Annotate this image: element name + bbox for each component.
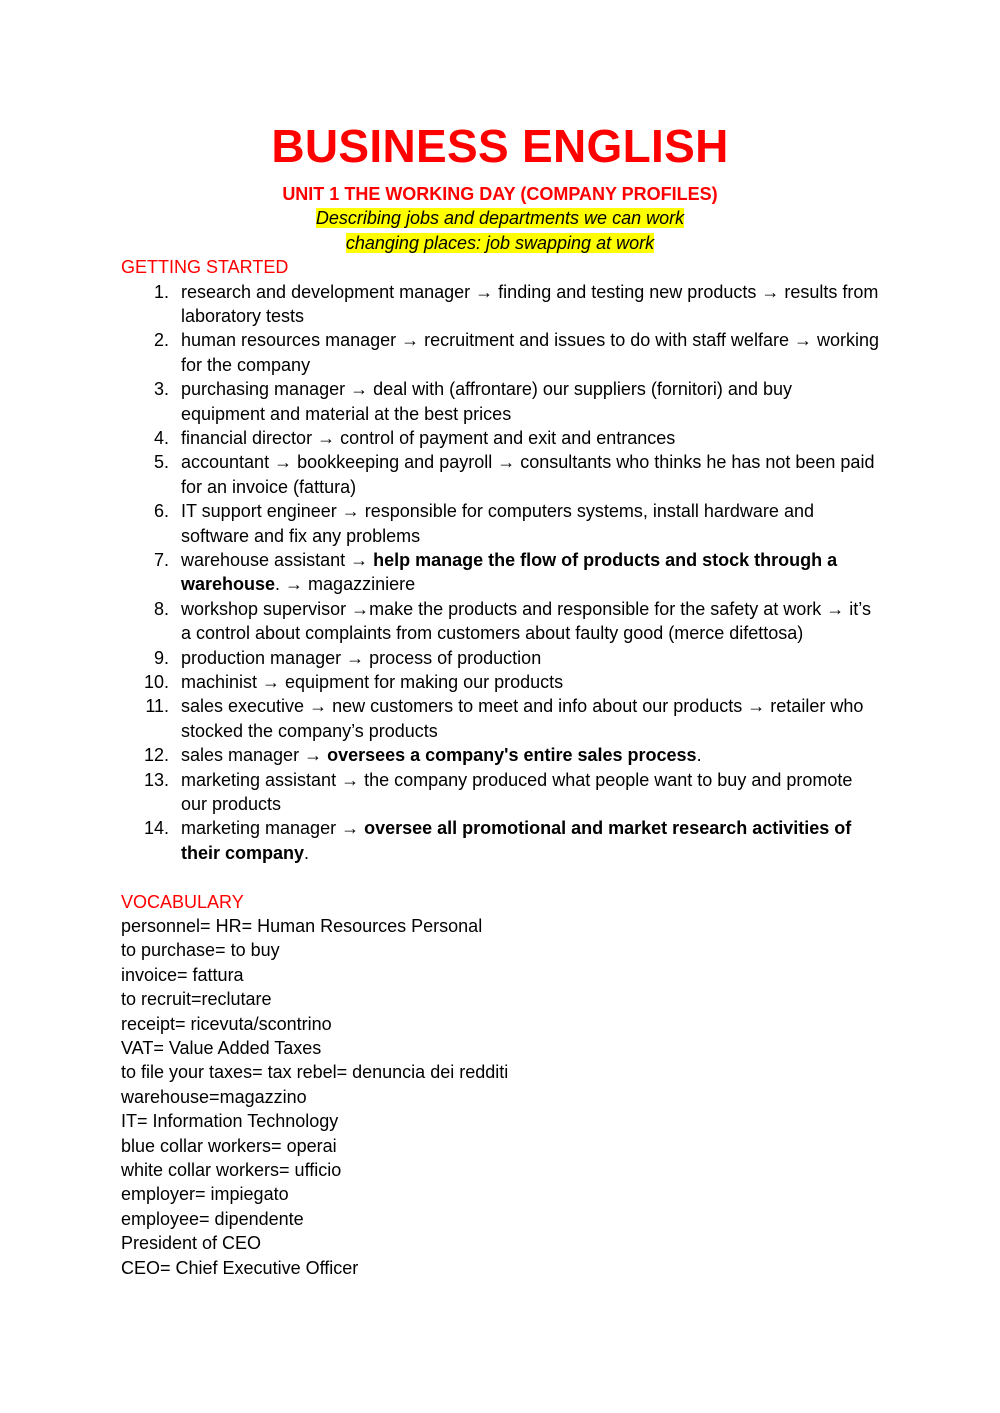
list-item bbox=[121, 768, 881, 817]
highlighted-line-1 bbox=[0, 206, 1000, 230]
vocabulary-heading: VOCABULARY bbox=[121, 892, 244, 912]
list-number: 10. bbox=[143, 672, 169, 692]
list-item bbox=[121, 597, 881, 646]
vocabulary-item: VAT= Value Added Taxes bbox=[121, 1038, 322, 1059]
list-number: 12. bbox=[143, 745, 169, 766]
highlighted-text: Describing jobs and departments we can work bbox=[315, 208, 685, 228]
list-item bbox=[121, 670, 881, 694]
list-number: 4. bbox=[153, 427, 169, 448]
list-item-text: marketing manager → bbox=[181, 818, 365, 839]
vocabulary-item: to recruit=reclutare bbox=[121, 989, 272, 1010]
list-number: 9. bbox=[153, 647, 169, 668]
list-number: 11. bbox=[145, 696, 169, 717]
list-item-bold-text: help manage the flow of products and stock through a warehouse bbox=[181, 549, 838, 595]
list-item bbox=[121, 548, 881, 597]
list-item-bold-text: oversees a company's entire sales process bbox=[327, 745, 697, 766]
highlighted-text: changing places: job swapping at work bbox=[345, 233, 655, 253]
vocabulary-item: white collar workers= ufficio bbox=[121, 1160, 342, 1181]
list-item-bold-text: oversee all promotional and market research activities of their company bbox=[181, 818, 852, 863]
list-item-text: IT support engineer → responsible for computers systems, install hardware and software and fix any problems bbox=[181, 501, 814, 546]
list-item bbox=[121, 816, 881, 865]
list-item bbox=[121, 646, 881, 670]
highlighted-line-2 bbox=[0, 231, 1000, 255]
unit-subtitle: UNIT 1 THE WORKING DAY (COMPANY PROFILES) bbox=[282, 184, 718, 204]
list-item bbox=[121, 280, 881, 329]
vocabulary-item: IT= Information Technology bbox=[121, 1111, 339, 1132]
job-list bbox=[121, 280, 881, 866]
list-item-text: sales manager → bbox=[181, 745, 328, 766]
list-number: 13. bbox=[143, 769, 169, 790]
list-item-text: accountant → bookkeeping and payroll → consultants who thinks he has not been paid for an invoice (fattura) bbox=[181, 452, 875, 497]
list-number: 3. bbox=[153, 379, 169, 400]
list-item-text: sales executive → new customers to meet and info about our products → retailer who stocked the company’s products bbox=[181, 696, 864, 741]
list-item-text-after: . bbox=[696, 745, 702, 766]
list-item bbox=[121, 328, 881, 377]
list-item-text: research and development manager → finding and testing new products → results from laboratory tests bbox=[181, 281, 879, 326]
vocabulary-item: blue collar workers= operai bbox=[121, 1135, 337, 1156]
list-item-text: machinist → equipment for making our products bbox=[181, 672, 564, 692]
vocabulary-item: President of CEO bbox=[121, 1233, 262, 1254]
vocabulary-item: personnel= HR= Human Resources Personal bbox=[121, 916, 483, 936]
vocabulary-item: CEO= Chief Executive Officer bbox=[121, 1257, 359, 1278]
list-item-text-after: . → magazziniere bbox=[275, 574, 416, 595]
list-item-text: human resources manager → recruitment and issues to do with staff welfare → working for the company bbox=[181, 330, 879, 375]
list-item bbox=[121, 499, 881, 548]
list-number: 1. bbox=[153, 281, 169, 302]
getting-started-heading: GETTING STARTED bbox=[121, 257, 289, 277]
list-number: 7. bbox=[153, 549, 169, 570]
list-number: 8. bbox=[153, 598, 169, 619]
list-item-text: workshop supervisor →make the products and responsible for the safety at work → it’s a control about complaints from customers about faulty good (merce difettosa) bbox=[181, 598, 871, 644]
list-item bbox=[121, 426, 881, 450]
list-item-text: warehouse assistant → bbox=[181, 549, 374, 570]
list-item-text-after: . bbox=[304, 842, 310, 863]
list-item bbox=[121, 743, 881, 767]
vocabulary-item: receipt= ricevuta/scontrino bbox=[121, 1013, 332, 1034]
list-item-text: purchasing manager → deal with (affrontare) our suppliers (fornitori) and buy equipment and material at the best prices bbox=[181, 379, 792, 424]
vocabulary-item: employee= dipendente bbox=[121, 1208, 304, 1229]
list-number: 6. bbox=[153, 501, 169, 522]
list-item-text: production manager → process of production bbox=[181, 647, 542, 668]
list-item-text: marketing assistant → the company produced what people want to buy and promote our products bbox=[181, 769, 853, 815]
vocabulary-item: warehouse=magazzino bbox=[121, 1086, 307, 1107]
document-title: BUSINESS ENGLISH bbox=[271, 120, 729, 172]
list-number: 2. bbox=[153, 330, 169, 351]
vocabulary-item: to file your taxes= tax rebel= denuncia dei redditi bbox=[121, 1062, 509, 1083]
list-item bbox=[121, 377, 881, 426]
vocabulary-item: to purchase= to buy bbox=[121, 940, 280, 961]
list-item bbox=[121, 694, 881, 743]
vocabulary-item: invoice= fattura bbox=[121, 964, 244, 985]
list-number: 5. bbox=[153, 452, 169, 473]
list-item bbox=[121, 450, 881, 499]
vocabulary-list bbox=[121, 914, 881, 1280]
list-item-text: financial director → control of payment and exit and entrances bbox=[181, 427, 676, 448]
vocabulary-item: employer= impiegato bbox=[121, 1184, 289, 1205]
list-number: 14. bbox=[143, 818, 169, 839]
